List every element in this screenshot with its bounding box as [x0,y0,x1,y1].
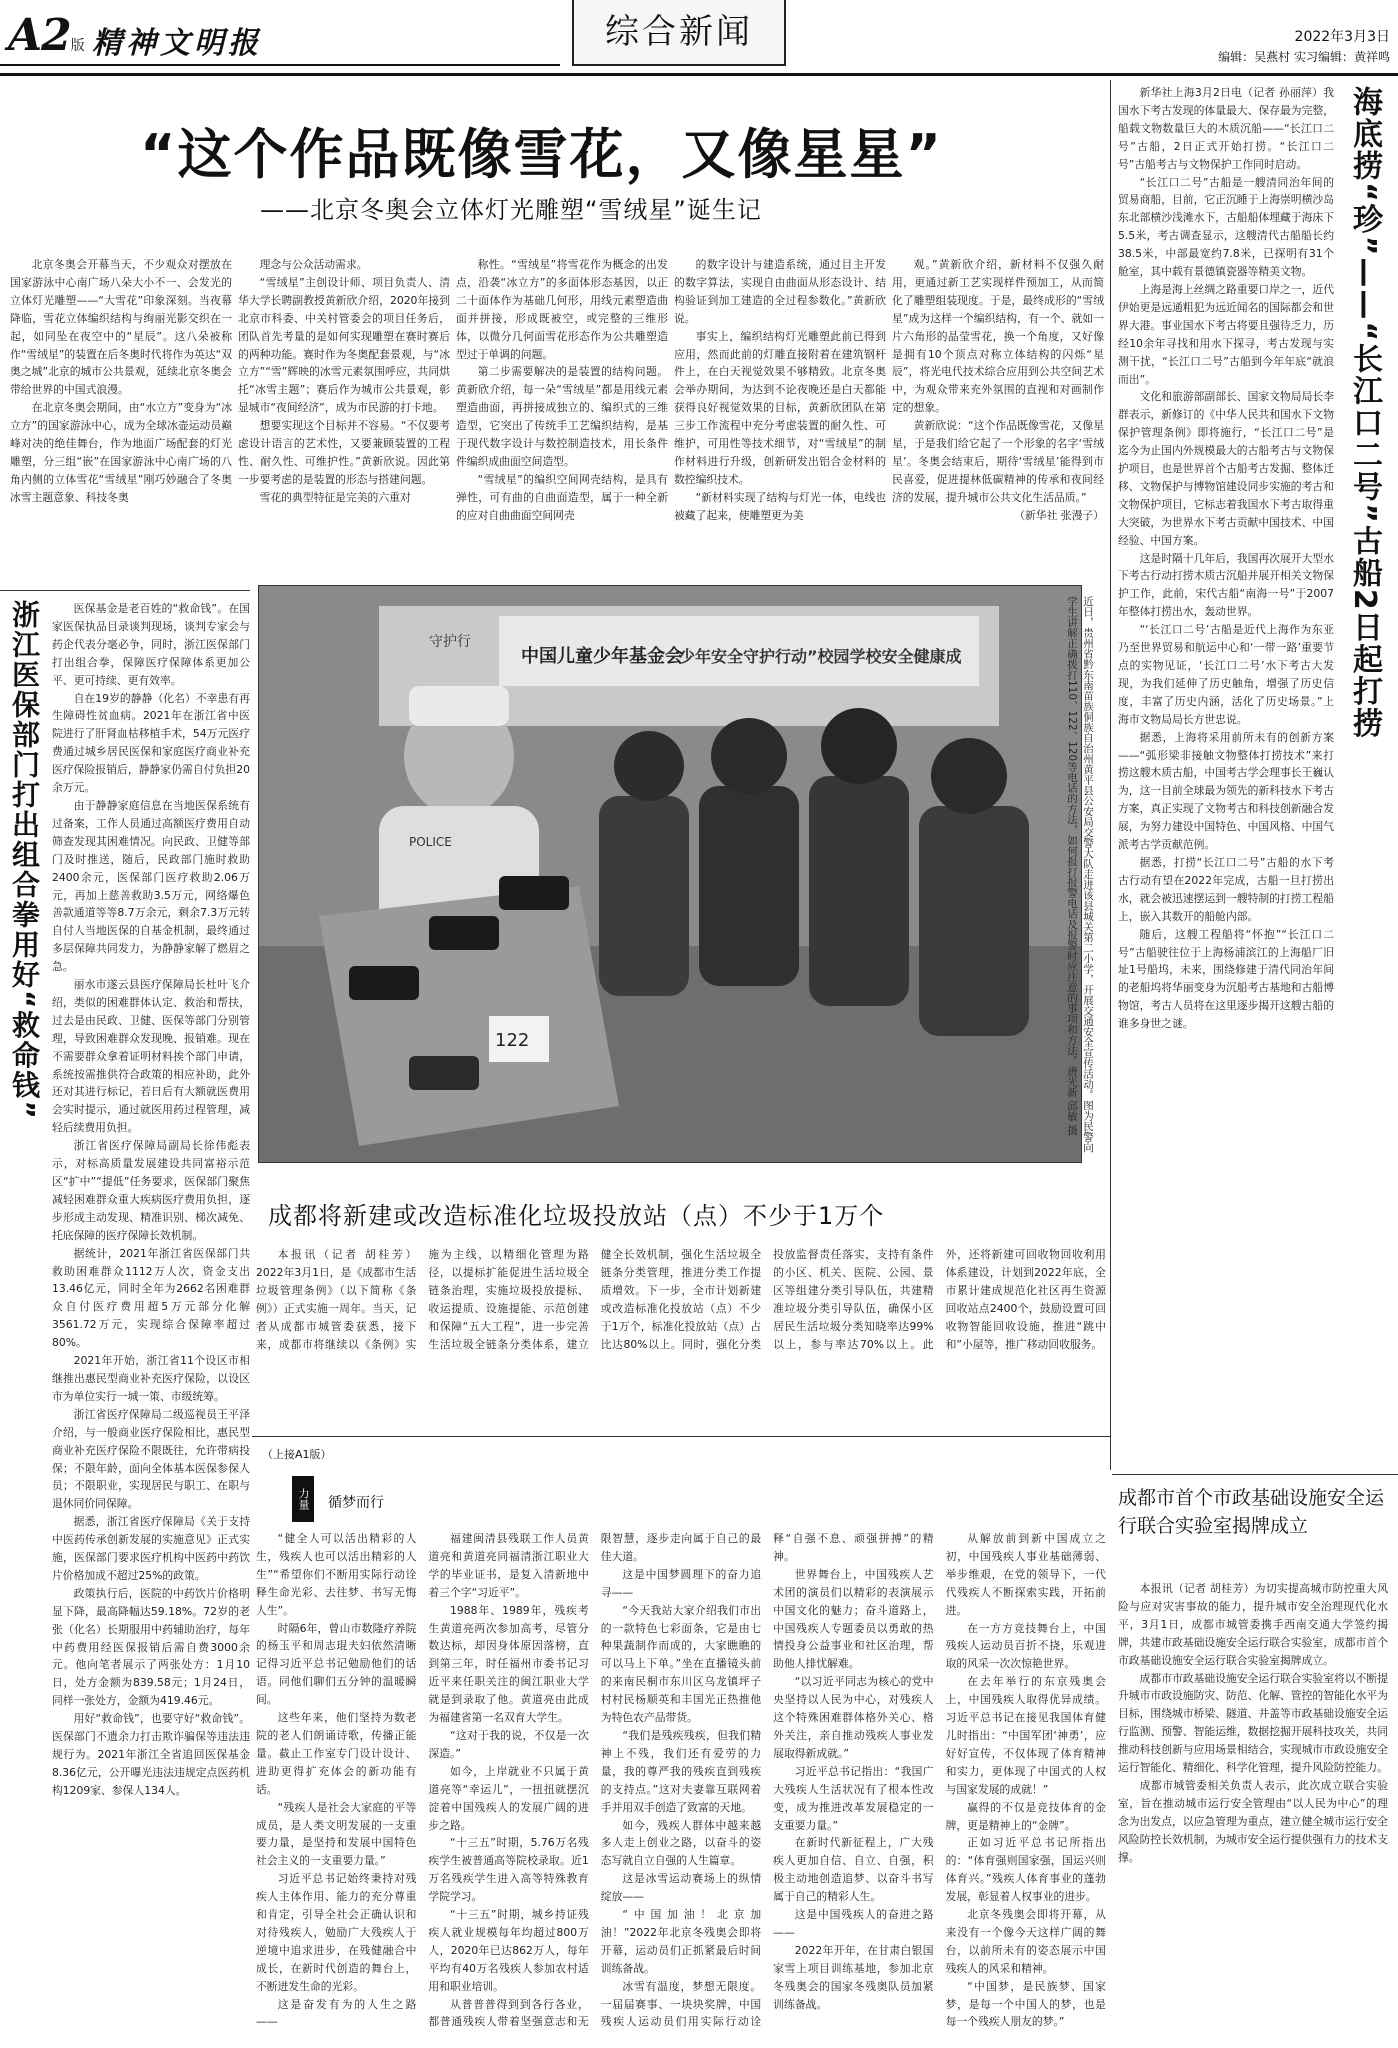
lead-headline: “这个作品既像雪花，又像星星” [140,123,943,186]
vest-text: POLICE [409,835,452,849]
chengdu-lab-headline: 成都市首个市政基础设施安全运行联合实验室揭牌成立 [1118,1487,1385,1537]
banner-text-left: 中国儿童少年基金会 [521,646,683,667]
horizontal-rule [252,1436,1110,1437]
left-story-headline: 浙江医保部门打出组合拳用好“救命钱” [8,600,41,1121]
fumeng-tag: 力量 [292,1476,314,1522]
editors-credit: 编辑：吴燕村 实习编辑：黄祥鸣 [1218,50,1390,64]
issue-date: 2022年3月3日 [1294,29,1390,45]
page-number: A2版 [8,10,84,61]
banner-text-right: 少年安全守护行动”校园学校安全健康成 [679,647,962,666]
section-title: 综合新闻 [572,0,786,66]
masthead-divider [0,64,560,66]
right-story-headline: 海底捞“珍”——“长江口二号”古船2日起打捞 [1347,86,1382,740]
svg-text:122: 122 [495,1030,530,1051]
chengdu-lab-body: 本报讯（记者 胡桂芳）为切实提高城市防控重大风险与应对灾害事故的能力，提升城市安全治理现代化水平，3月1日，成都市城管委携手西南交通大学签约揭牌，共建市政基础设施安全运行联合实验室，成都市首个市政基础设施安全运行联合实验室揭牌成立。 成都市市政基础设施安全运行联合实验室将以不断提升城市市政设施防灾、防范、化解、管控的智能化水平为目标，围绕城市桥梁、隧道、井盖等市政基础设施安全运行监测、预警、智能运维，数据挖掘开展科技攻关，共同推动科技创新与应用场景相结合，实现城市市政设施安全运行智能化、精细化、科学化管理，提升风险防控能力。 成都市城管委相关负责人表示，此次成立联合实验室，旨在推动城市运行安全管理由“以人民为中心”的理念为出发点，以应急管理为重点，建立健全城市运行安全风险防控长效机制，为城市安全运行提供强有力的技术支撑。 [1118,1582,1388,1864]
lead-column-4: 的数字设计与建造系统，通过目主开发的数字算法，实现自由曲面从形态设计、结构验证到加工建造的全过程参数化。”黄新欣说。 事实上，编织结构灯光雕塑此前已得到应用，然而此前的灯雕直接附着在建筑钢杆件上，在白天视觉效果不够精致。北京冬奥会举办期间，为达到不论夜晚还是白天都能获得良好视觉效果的目标，黄新欣团队在第三步工作流程中充分考虑装置的耐久性、可维护，可用性等技术细节，对“雪绒星”的制作材料进行升级，创新研发出铝合金材料的数控编织技术。 “新材料实现了结构与灯光一体，电线也被藏了起来，使雕塑更为美 [674,258,886,522]
fumeng-heading: 循梦而行 [328,1495,384,1511]
newspaper-logo: 精神文明报 [92,26,262,61]
banner-text-far-left: 守护行 [429,634,471,650]
column-rule [1110,80,1111,1470]
lead-subheadline: ——北京冬奥会立体灯光雕塑“雪绒星”诞生记 [260,196,762,224]
photo-caption: 近日，贵州省黔东南苗族侗族自治州黄平县公安局交警大队走进该县城关第二小学，开展交通安全宣传活动。图为民警向学生讲解正确拨打110、122、120等电话的方法，如何报打报警电话及报警时应注意的事项和方法。唐光新 邱敏 摄 [1066,596,1094,1153]
horizontal-rule [1112,1474,1398,1475]
lead-column-3: 称性。“雪绒星”将雪花作为概念的出发点，沿袭“冰立方”的多面体形态基因，以正二十面体作为基础几何形，用线元素塑造曲面并拼接，形成既被空，或完整的三维形体，以微分几何面雪花形态作为公共雕塑造型过于单调的问题。 第二步需要解决的是装置的结构问题。黄新欣介绍，每一朵“雪绒星”都是用线元素塑造曲面，再拼接成独立的、编织式的三维造型，它突出了传统手工艺编织结构，是基于现代数字设计与数控制造技术，用长条件件编织成曲面空间造型。 “雪绒星”的编织空间网壳结构，是具有弹性，可有曲的自曲面造型，属于一种全新的应对自曲曲面空间网壳 [456,258,668,522]
lead-column-5: 观。”黄新欣介绍，新材料不仅强久耐用，更通过新工艺实现样件预加工，从而简化了雕塑组装现度。于是，最终成形的“雪绒星”成为这样一个编织结构，有一个、就如一片六角形的晶莹雪花，换一个角度，又好像是拥有10个顶点对称立体结构的闪烁“星辰”，将光电代技术综合应用到公共空间艺术中，为观众带来充外氛围的直视和对画制作定的想象。 黄新欣说：“这个作品既像雪花，又像星星，于是我们给它起了一个形象的名字‘雪绒星’。冬奥会结束后，期待‘雪绒星’能得到市民喜爱，促进提林低碳精神的传承和夜间经济的发展，提升城市公共文化生活品质。” （新华社 张漫子） [892,258,1104,522]
garbage-body: 本报讯（记者 胡桂芳）2022年3月1日，是《成都市生活垃圾管理条例》（以下简称《条例》）正式实施一周年。当天，记者从成都市城管委获悉，接下来，成都市将继续以《条例》实施为主线，以精细化管理为路径，以提标扩能促进生活垃圾全链条治理，实施垃圾投放提标、收运提质、设施提能、示范创建和保障“五大工程”，进一步完善生活垃圾全链条分类体系，建立健全长效机制，强化生活垃圾全链条分类管理，推进分类工作提质增效。下一步，全市计划新建或改造标准化投放站（点）不少于1万个，标准化投放站（点）占比达80%以上。同时，强化分类投放监督责任落实，支持有条件的小区、机关、医院、公园、景区等组建分类引导队伍，共建精准垃圾分类引导队伍，确保小区居民生活垃圾分类知晓率达99%以上，参与率达70%以上。此外，还将新建可回收物回收利用体系建设，计划到2022年底，全市累计建成规范化社区再生资源回收站点2400个，鼓励设置可回收物智能回收设施，推进“跳中和”小屋等，推广移动回收服务。 [256,1248,1106,1351]
news-photo [258,585,1082,1163]
photo-illustration [259,586,1082,1163]
fumeng-body: “健全人可以活出精彩的人生，残疾人也可以活出精彩的人生”“希望你们不断用实际行动诠释生命光彩、去往梦、书写无悔人生”。 时隔6年，曾山市数隆疗养院的杨玉平和周志琨夫妇依然清晰记得习近平总书记勉励他们的话语。同他们聊们五分钟的温暖瞬间。 这些年来，他们坚持为数老院的老人们朗诵诗歌，传播正能量。截止工作室专门设计设计、进助更得扩充体会的新功能有话。 “残疾人是社会大家庭的平等成员，是人类文明发展的一支重要力量，是坚持和发展中国特色社会主义的一支重要力量。” 习近平总书记始终秉持对残疾人主体作用、能力的充分尊重和肯定，引导全社会正确认识和对待残疾人，勉励广大残疾人于逆境中追求进步，在残健融合中成长，在新时代创造的舞台上，不断迸发生命的光彩。 这是奋发有为的人生之路—— 福建闽清县残联工作人员黄道亮和黄道亮同福清浙江职业大学的毕业证书，是复入清新地中着三个字“习近平”。 1988年、1989年，残疾考生黄道亮两次参加高考，尽管分数达标，却因身体原因落榜，直到第三年，时任福州市委书记习近平来任职关注的闽江职业大学就是到录取了他。黄道亮由此成为福建省第一名双育大学生。 “这对于我的说，不仅是一次深造。” 如今，上岸就业不只属于黄道亮等“幸运儿”，一扭扭就摆沉淀着中国残疾人的发展广阔的进步之路。 “十三五”时期，5.76万名残疾学生被普通高等院校录取。近1万名残疾学生进入高等特殊教育学院学习。 “十三五”时期，城乡持证残疾人就业规模每年均超过800万人，2020年已达862万人，每年平均有40万名残疾人参加农村适用和职业培训。 从普普普得到到各行各业，都普通残疾人带着坚强意志和无限智慧，逐步走向属于自己的最佳大道。 这是中国梦圆理下的奋力追寻—— “今天我站大家介绍我们市出的一款特色七彩面条，它是由七种果蔬制作而成的，大家瞧瞧的可以马上下单。”坐在直播镜头前的来南民桐市东川区乌龙镇坪子村村民杨顺英和丰国光正热推他为特色农产品带货。 “我们是残疾残疾，但我们精神上不残，我们还有爱劳的力量，我的尊严我的残疾直到残疾的支持点。”这对夫妻靠互联网着手并用双手创造了致富的天地。 如今，残疾人群体中越来越多人走上创业之路，以奋斗的姿态写就自立自强的人生篇章。 这是冰雪运动赛场上的纵情绽放—— “中国加油！北京加油！”2022年北京冬残奥会即将开幕，运动员们正抓紧最后时间训练备战。 冰雪有温度，梦想无限度。一届届赛事、一块块奖牌，中国残疾人运动员们用实际行动诠释“自强不息、顽强拼搏”的精神。 世界舞台上，中国残疾人艺术团的演员们以精彩的表演展示中国文化的魅力；奋斗道路上，中国残疾人专题委员以勇敢的热情投身公益事业和社区治理，帮助他人排忧解难。 “以习近平同志为核心的党中央坚持以人民为中心，对残疾人这个特殊困难群体格外关心、格外关注，亲自推动残疾人事业发展取得新成就。” 习近平总书记指出：“我国广大残疾人生活状况有了根本性改变，成为推进改革发展稳定的一支重要力量。” 在新时代新征程上，广大残疾人更加自信、自立、自强，积极主动地创造追梦、以奋斗书写属于自己的精彩人生。 这是中国残疾人的奋进之路—— 2022年开年，在甘肃白银国家雪上项目训练基地，参加北京冬残奥会的国家冬残奥队员加紧训练备战。 从解放前到新中国成立之初，中国残疾人事业基础薄弱、举步维艰，在党的领导下，一代代残疾人不断探索实践，开拓前进。 在一方方竞技舞台上，中国残疾人运动员百折不挠，乐观进取的风采一次次惊艳世界。 在去年举行的东京残奥会上，中国残疾人取得优异成绩。习近平总书记在接见我国体育健儿时指出：“中国军团‘神勇’，应好好宣传，不仅体现了体育精神和实力，更体现了中国式的人权与国家发展的成就！” 赢得的不仅是竞技体育的金牌，更是精神上的“金牌”。 正如习近平总书记所指出的：“体育强则国家强，国运兴则体育兴。”残疾人体育事业的蓬勃发展，彰显着人权事业的进步。 北京冬残奥会即将开幕，从来没有一个像今天这样广阔的舞台，以前所未有的姿态展示中国残疾人的风采和精神。 “中国梦，是民族梦、国家梦，是每一个中国人的梦，也是每一个残疾人朋友的梦。” [256,1532,1106,2029]
lead-column-1: 北京冬奥会开幕当天，不少观众对摆放在国家游泳中心南广场八朵大小不一、会发光的立体灯光雕塑——“大雪花”印象深刻。当夜幕降临，雪花立体编织结构与绚丽光影交织在一起，如同坠在夜空中的“星辰”。这八朵被称作“雪绒星”的装置在后冬奥时代将作为英达“双奥之城”北京的城市公共景观，延续北京冬奥会带给世界的中国式浪漫。 在北京冬奥会期间，由“水立方”变身为“冰立方”的国家游泳中心，成为全球冰壶运动员巅峰对决的绝佳舞台，作为地面广场配套的灯光雕塑，分三组“嵌”在国家游泳中心南广场的八角内侧的立体雪花“雪绒星”刚巧妙融合了冬奥冰雪主题意象、科技冬奥 [10,258,232,504]
left-story-body-top: 医保基金是老百姓的“救命钱”。在国家医保执品目录谈判现场，谈判专家会与药企代表分毫必争，同时，浙江医保部门打出组合拳，保障医疗保障体系更加公平、更可持续、更有效率。 自在19岁的静静（化名）不幸患有再生障碍性贫血病。2021年在浙江省中医院进行了肝肾血枯移植手术，54万元医疗费通过城乡居民医保和家庭医疗商业补充医疗保险报销后，静静家仍需自付负担20余万元。 由于静静家庭信息在当地医保系统有过备案，工作人员通过高额医疗费用自动筛查发现其困难情况。向民政、卫健等部门及时推送，随后，民政部门施时救助2400余元，医保部门医疗救助2.06万元，再加上慈善救助3.5万元，网络爆色善款通道等等8.7万余元，剩余7.3万元转自付人当地医保的自基金机制，最终通过多层保障共同发力，为静静家解了燃眉之急。 丽水市遂云县医疗保障局长杜叶飞介绍，类似的困难群体认定、救治和帮扶，过去是由民政、卫健、医保等部门分别管理，导致困难群众发现晚、报销难。现在不需要群众拿着证明材料挨个部门申请，系统按需推供符合政策的相应补助，此外还对其进行标记，若日后有大额就医费用会实时提示，通过就医用药过程管理，减轻后续费用负担。 浙江省医疗保障局副局长徐伟彪表示，对标高质量发展建设共同富裕示范区“扩中”“提低”任务要求，医保部门聚焦减轻困难群众重大疾病医疗费用负担，逐步形成主动发现、精准识别、梯次减免、托底保障的医疗保障长效机制。 据统计，2021年浙江省医保部门共救助困难群众1112万人次，资金支出13.46亿元，同时全年为2662名困难群众自付医疗费用超5万元部分化解3561.72万元，实现综合保障率超过80%。 2021年开始，浙江省11个设区市相继推出惠民型商业补充医疗保险，以设区市为单位实行一城一策、市级统筹。 浙江省医疗保障局二级巡视员王平泽介绍，与一般商业医疗保险相比，惠民型商业补充医疗保险不限既往，允许带病投保；不限年龄，面向全体基本医保参保人员；不限职业，实现居民与职工、在职与退休同价同保障。 据悉，浙江省医疗保障局《关于支持中医药传承创新发展的实施意见》正式实施，医保部门要求医疗机构中医药中药饮片价格加成不超过25%的政策。 政策执行后，医院的中药饮片价格明显下降，最高降幅达59.18%。72岁的老张（化名）长期服用中药辅助治疗，每年中药费用经医保报销后需自费3000余元。他向笔者展示了两张处方：1月10日，处方金额为839.58元；1月24日，同样一张处方，金额为419.46元。 用好“救命钱”，也要守好“救命钱”。医保部门不遗余力打击欺诈骗保等违法违规行为。2021年浙江全省追回医保基金8.36亿元，公开曝光违法违规定点医药机构1209家、参保人134人。 [52,602,250,1797]
fumeng-lead-in: （上接A1版） [262,1448,332,1461]
lead-column-2: 理念与公众活动需求。 “雪绒星”主创设计师、项目负责人、清华大学长聘副教授黄新欣介绍，2020年接到北京市科委、中关村管委会的项目任务后，团队首先考量的是如何实现雕塑在赛时赛后的两种功能。赛时作为冬奥配套景观，与“冰立方”“雪”辉映的冰雪元素氛围呼应，共同烘托“冰雪主题”；赛后作为城市公共景观，彰显城市“夜间经济”，成为市民游的打卡地。 想要实现这个目标并不容易。“不仅要考虑设计语言的艺术性，又要兼顾装置的工程性、耐久性、可维护性。”黄新欣说。因此第一步要考虑的是装置的形态与搭建问题。 雪花的典型特征是完美的六重对 [238,258,450,504]
right-story-body: 新华社上海3月2日电（记者 孙丽萍）我国水下考古发现的体量最大、保存最为完整，船载文物数量巨大的木质沉船——“长江口二号”古船，2日正式开始打捞。“长江口二号”古船考古与文物保护工作同时启动。 “长江口二号”古船是一艘清同治年间的贸易商船，目前，它正沉睡于上海崇明横沙岛东北部横沙浅滩水下，古船船体埋藏于海床下5.5米，考古调查显示，这艘清代古船船长约38.5米，中部最宽约7.8米，已探明有31个舱室，其中载有景德镇瓷器等精美文物。 上海是海上丝绸之路重要口岸之一，近代伊始更是远通粗犯为远近闻名的国际都会和世界大港。事业国水下考古将要且强待乏力，历经10余年寻找和用水下探寻，考古发现与实测干扰，“长江口二号”古船到今年年底“就浪而出”。 文化和旅游部副部长、国家文物局局长李群表示，新修订的《中华人民共和国水下文物保护管理条例》即将施行，“长江口二号”是迄今为止国内外规模最大的古船考古与文物保护项目，也是世界首个古船考古发掘、整体迁移、文物保护与博物馆建设同步实施的考古和文物保护项目，它标志着我国水下考古取得重大突破，为世界水下考古贡献中国技术、中国经验、中国方案。 这是时隔十几年后，我国再次展开大型水下考古行动打捞木质古沉船并展开相关文物保护工作，此前，宋代古船“南海一号”于2007年整体打捞出水，轰动世界。 “‘长江口二号’古船是近代上海作为东亚乃至世界贸易和航运中心和‘一带一路’重要节点的实物见证，‘长江口二号’水下考古大发现，为我们延伸了历史触角，增强了历史信度，丰富了历史内涵，活化了历史场景。”上海市文物局局长方世忠说。 据悉，上海将采用前所未有的创新方案——“弧形梁非接触文物整体打捞技术”来打捞这艘木质古船，中国考古学会理事长王巍认为，这一目前全球最为领先的新科技水下考古方案，真正实现了文物考古和科技创新融合发展，为努力建设中国特色、中国风格、中国气派考古学贡献范例。 据悉，打捞“长江口二号”古船的水下考古行动有望在2022年完成，古船一旦打捞出水，就会被迅速摆运到一艘特制的打捞工程船上，嵌入其数开的船舱内部。 随后，这艘工程船将“怀抱”“长江口二号”古船驶往位于上海杨浦滨江的上海船厂旧址1号船坞，未来，围绕修建于清代同治年间的老船坞将华丽变身为沉船考古基地和古船博物馆，考古人员将在这里逐步揭开这艘古船的谁多身世之谜。 [1118,86,1334,1031]
horizontal-rule [0,590,250,591]
garbage-headline: 成都将新建或改造标准化垃圾投放站（点）不少于1万个 [268,1202,885,1230]
